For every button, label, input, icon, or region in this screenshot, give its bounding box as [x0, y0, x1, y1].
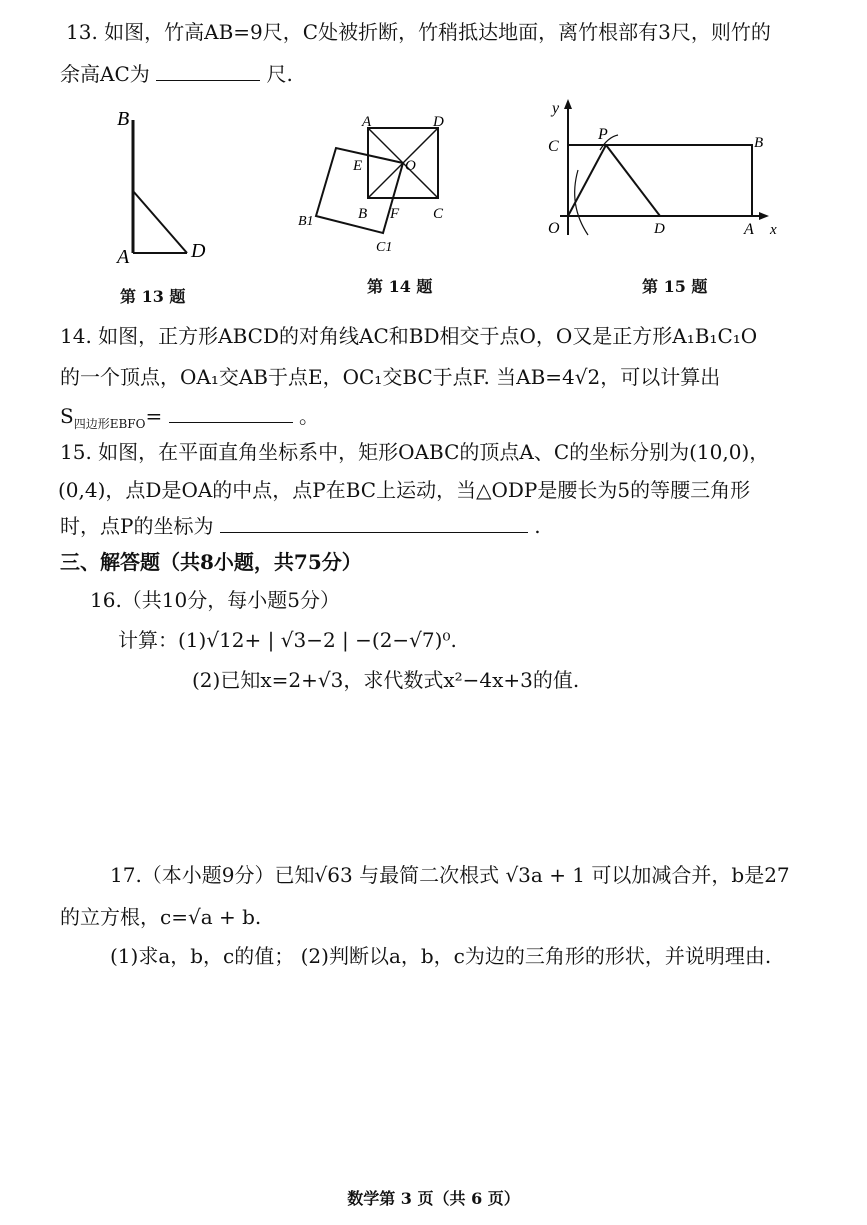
q13-line1: 13. 如图，竹高AB=9尺，C处被折断，竹稍抵达地面，离竹根部有3尺，则竹的: [66, 20, 771, 44]
q16-part1: 计算：(1)√12+ | √3−2 | −(2−√7)⁰.: [118, 628, 457, 652]
fig14-label-a: A: [362, 114, 372, 130]
fig15-label-b: B: [754, 135, 764, 151]
fig15-label-a: A: [744, 221, 754, 238]
fig14-caption: 第 14 题: [367, 277, 433, 296]
fig14-label-f: F: [390, 206, 400, 222]
q15-line2: (0,4)，点D是OA的中点，点P在BC上运动，当△ODP是腰长为5的等腰三角形: [58, 478, 751, 502]
fig15-caption: 第 15 题: [642, 277, 708, 296]
figure-14: [290, 108, 470, 258]
fig14-label-b1: B1: [298, 214, 314, 229]
fig15-label-o: O: [548, 220, 560, 237]
section3-title: 三、解答题（共8小题，共75分）: [60, 550, 362, 574]
fig14-label-b: B: [358, 206, 368, 222]
q15-answer-blank[interactable]: [220, 512, 528, 533]
fig15-label-d: D: [654, 221, 665, 237]
q14-s-subscript: 四边形EBFO: [73, 417, 146, 431]
q13-line2-pre: 余高AC为: [60, 62, 150, 86]
fig14-label-e: E: [353, 158, 363, 174]
q14-line2: 的一个顶点，OA₁交AB于点E，OC₁交BC于点F. 当AB=4√2，可以计算出: [60, 365, 721, 389]
q16-part2: (2)已知x=2+√3，求代数式x²−4x+3的值.: [192, 668, 580, 692]
q17-line3: (1)求a，b，c的值； (2)判断以a，b，c为边的三角形的形状，并说明理由.: [110, 944, 772, 968]
q14-answer-blank[interactable]: [169, 402, 293, 423]
q13-line2-post: 尺.: [266, 62, 293, 86]
fig13-label-d: D: [191, 240, 206, 262]
fig15-label-c: C: [548, 138, 559, 155]
q17-line1: 17.（本小题9分）已知√63 与最简二次根式 √3a + 1 可以加减合并，b是27: [110, 863, 790, 887]
q14-s-symbol: S: [60, 404, 74, 428]
fig15-label-y: y: [552, 100, 560, 117]
q14-end: 。: [298, 404, 319, 428]
q14-line1: 14. 如图，正方形ABCD的对角线AC和BD相交于点O，O又是正方形A₁B₁C₁O: [60, 324, 758, 348]
q13-line2: [60, 60, 293, 88]
fig13-label-a: A: [117, 246, 130, 268]
fig14-label-c: C: [433, 206, 444, 222]
q14-line3: [60, 402, 319, 438]
fig13-label-b: B: [117, 108, 130, 130]
fig14-label-o: O: [405, 158, 416, 174]
q14-equals: =: [145, 404, 163, 428]
q13-answer-blank[interactable]: [156, 60, 260, 81]
q15-line3-pre: 时，点P的坐标为: [60, 514, 214, 538]
fig15-label-p: P: [598, 126, 608, 143]
q17-line2: 的立方根，c=√a + b.: [60, 905, 262, 929]
q15-line3: [60, 512, 541, 540]
q16-header: 16.（共10分，每小题5分）: [90, 588, 340, 612]
fig14-label-d: D: [433, 114, 444, 130]
q15-line3-post: .: [534, 514, 541, 538]
figure-15: [540, 95, 790, 245]
fig13-caption: 第 13 题: [120, 287, 186, 306]
q15-line1: 15. 如图，在平面直角坐标系中，矩形OABC的顶点A、C的坐标分别为(10,0)，: [60, 440, 770, 464]
page-footer: 数学第 3 页（共 6 页）: [347, 1189, 520, 1208]
fig14-label-c1: C1: [376, 240, 393, 255]
fig15-label-x: x: [770, 222, 777, 238]
figure-13: [105, 105, 225, 270]
